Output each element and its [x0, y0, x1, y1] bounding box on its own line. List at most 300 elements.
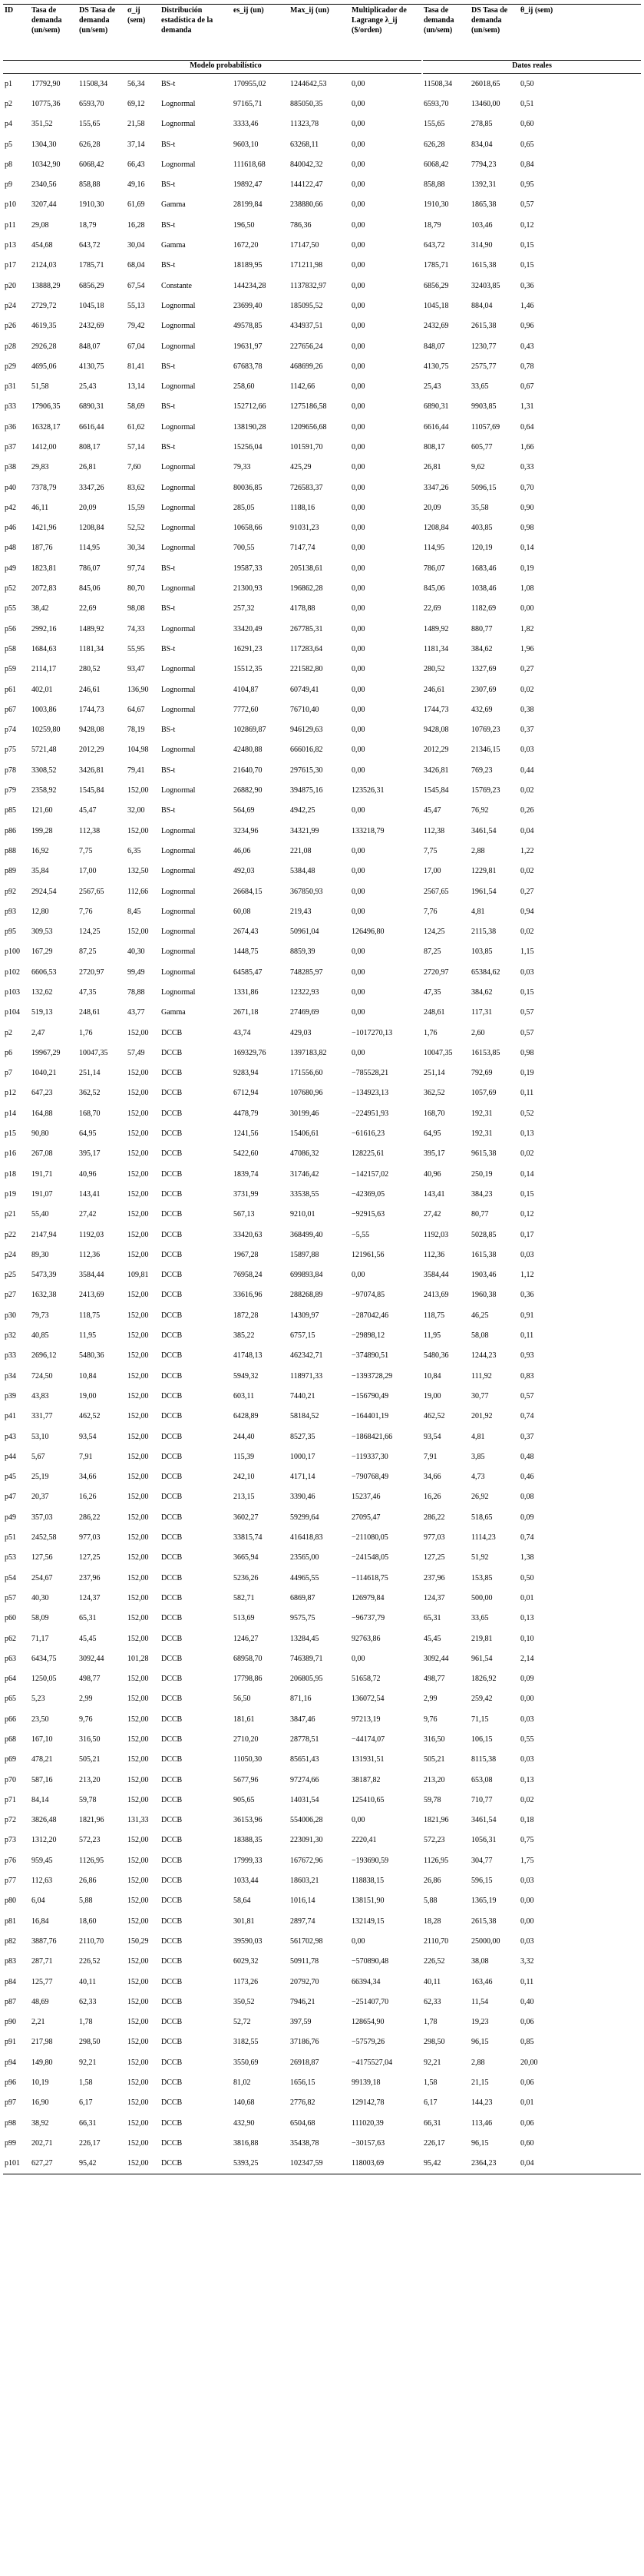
- table-cell: 2615,38: [471, 1916, 497, 1926]
- table-cell: 1448,75: [233, 947, 259, 957]
- table-cell: 4478,79: [233, 1109, 259, 1118]
- table-cell: 18,79: [424, 220, 441, 230]
- table-cell: 596,15: [471, 1877, 493, 1886]
- table-cell: 1208,84: [79, 524, 104, 533]
- table-cell: 107680,96: [290, 1089, 323, 1098]
- table-cell: 858,88: [79, 180, 101, 190]
- table-cell: 1016,14: [290, 1896, 315, 1906]
- table-cell: 0,00: [352, 180, 365, 190]
- table-cell: 880,77: [471, 624, 493, 633]
- table-cell: 0,15: [520, 988, 534, 997]
- table-cell: 0,00: [352, 442, 365, 451]
- table-cell: 37186,76: [290, 2038, 319, 2047]
- table-cell: 2,21: [31, 2018, 45, 2027]
- table-cell: 429,03: [290, 1028, 312, 1037]
- table-cell: p41: [5, 1412, 16, 1421]
- table-cell: 67,04: [127, 342, 145, 351]
- table-cell: 1744,73: [79, 705, 104, 714]
- table-cell: 3550,69: [233, 2058, 259, 2067]
- table-cell: 80,70: [127, 584, 145, 594]
- table-cell: 10342,90: [31, 160, 61, 169]
- table-cell: 316,50: [79, 1734, 101, 1744]
- table-row: [3, 982, 641, 1002]
- table-row: [3, 1810, 641, 1830]
- table-cell: 1412,00: [31, 442, 57, 451]
- table-cell: DCCB: [161, 1836, 183, 1845]
- table-cell: DCCB: [161, 1997, 183, 2006]
- table-cell: 7,75: [79, 846, 93, 855]
- table-cell: 0,00: [352, 967, 365, 977]
- table-cell: 21640,70: [233, 766, 263, 775]
- table-cell: 1684,63: [31, 644, 57, 653]
- table-cell: 90,80: [31, 1129, 49, 1139]
- table-cell: Constante: [161, 281, 192, 290]
- table-cell: 152,00: [127, 1230, 149, 1239]
- table-cell: p33: [5, 1351, 16, 1361]
- table-cell: 425,29: [290, 463, 312, 472]
- table-cell: 905,65: [233, 1795, 255, 1804]
- table-cell: p52: [5, 584, 16, 594]
- table-cell: 2124,03: [31, 261, 57, 270]
- table-cell: 152,00: [127, 2018, 149, 2027]
- table-cell: 5473,39: [31, 1271, 57, 1280]
- table-cell: 171556,60: [290, 1069, 323, 1078]
- table-cell: Lognormal: [161, 624, 196, 633]
- table-cell: 217,98: [31, 2038, 53, 2047]
- table-cell: 2413,69: [424, 1291, 449, 1300]
- table-row: [3, 1668, 641, 1688]
- table-cell: p28: [5, 342, 16, 351]
- table-cell: 152,00: [127, 1109, 149, 1118]
- table-cell: 3584,44: [424, 1271, 449, 1280]
- table-row: [3, 1285, 641, 1305]
- table-cell: 285,05: [233, 503, 255, 512]
- table-cell: p17: [5, 261, 16, 270]
- table-cell: 0,02: [520, 786, 534, 795]
- table-cell: 0,19: [520, 564, 534, 573]
- table-cell: 153,85: [471, 1573, 493, 1582]
- table-cell: p32: [5, 1331, 16, 1341]
- table-cell: 152,00: [127, 1997, 149, 2006]
- table-cell: 2720,97: [79, 967, 104, 977]
- table-cell: Lognormal: [161, 967, 196, 977]
- table-cell: 152,00: [127, 1513, 149, 1522]
- table-row: [3, 1305, 641, 1325]
- table-cell: 6712,94: [233, 1089, 259, 1098]
- table-cell: 28199,84: [233, 200, 263, 210]
- table-row: [3, 336, 641, 356]
- table-cell: 65,31: [79, 1614, 97, 1623]
- table-cell: 226,17: [424, 2138, 445, 2148]
- table-cell: 368499,40: [290, 1230, 323, 1239]
- table-cell: 3816,88: [233, 2138, 259, 2148]
- table-cell: 3092,44: [424, 1654, 449, 1663]
- table-cell: 9615,38: [471, 1149, 497, 1159]
- table-cell: 1872,28: [233, 1311, 259, 1320]
- table-cell: 18,79: [79, 220, 97, 230]
- table-cell: Lognormal: [161, 947, 196, 957]
- table-cell: 152,00: [127, 1593, 149, 1602]
- table-cell: 1,31: [520, 402, 534, 412]
- table-cell: 2897,74: [290, 1916, 315, 1926]
- table-cell: p14: [5, 1109, 16, 1118]
- table-cell: 118,75: [424, 1311, 445, 1320]
- table-cell: 567,13: [233, 1210, 255, 1219]
- table-cell: 152,00: [127, 1412, 149, 1421]
- table-cell: DCCB: [161, 1775, 183, 1784]
- table-cell: Lognormal: [161, 544, 196, 553]
- table-cell: 89,30: [31, 1250, 49, 1259]
- table-cell: 1250,05: [31, 1675, 57, 1684]
- table-cell: 2072,83: [31, 584, 57, 594]
- table-cell: 384,62: [471, 644, 493, 653]
- table-cell: 84,14: [31, 1795, 49, 1804]
- table-cell: 11508,34: [424, 79, 453, 88]
- table-cell: 40,11: [79, 1977, 97, 1986]
- table-cell: 834,04: [471, 140, 493, 149]
- table-cell: 0,00: [352, 1816, 365, 1825]
- table-cell: 0,26: [520, 806, 534, 815]
- table-cell: 2432,69: [79, 322, 104, 331]
- table-cell: 20,09: [424, 503, 441, 512]
- table-cell: 871,16: [290, 1695, 312, 1704]
- table-cell: 103,46: [471, 220, 493, 230]
- table-cell: 1785,71: [424, 261, 449, 270]
- table-cell: 5480,36: [424, 1351, 449, 1361]
- table-cell: 16,26: [79, 1493, 97, 1502]
- table-cell: 33,65: [471, 382, 489, 392]
- table-cell: 33420,49: [233, 624, 263, 633]
- table-cell: p49: [5, 1513, 16, 1522]
- table-cell: 498,77: [424, 1675, 445, 1684]
- table-cell: 66,43: [127, 160, 145, 169]
- table-cell: 0,00: [520, 604, 534, 613]
- table-cell: 462,52: [79, 1412, 101, 1421]
- table-cell: DCCB: [161, 1271, 183, 1280]
- table-cell: −29898,12: [352, 1331, 385, 1341]
- table-cell: 112,36: [79, 1250, 101, 1259]
- table-cell: 2,88: [471, 846, 485, 855]
- table-cell: 132149,15: [352, 1916, 385, 1926]
- table-cell: 1967,28: [233, 1250, 259, 1259]
- table-cell: 808,17: [79, 442, 101, 451]
- table-cell: 98,08: [127, 604, 145, 613]
- table-cell: 76710,40: [290, 705, 319, 714]
- table-cell: 109,81: [127, 1271, 149, 1280]
- table-cell: DCCB: [161, 1291, 183, 1300]
- table-cell: 50961,04: [290, 928, 319, 937]
- table-cell: DCCB: [161, 1311, 183, 1320]
- table-cell: 76958,24: [233, 1271, 263, 1280]
- table-row: [3, 578, 641, 598]
- table-cell: −61616,23: [352, 1129, 385, 1139]
- table-cell: 0,67: [520, 382, 534, 392]
- table-cell: DCCB: [161, 1109, 183, 1118]
- table-cell: 114,95: [424, 544, 445, 553]
- table-cell: 18603,21: [290, 1877, 319, 1886]
- table-cell: −1393728,29: [352, 1371, 393, 1381]
- table-cell: 0,40: [520, 1997, 534, 2006]
- table-cell: 518,65: [471, 1513, 493, 1522]
- table-cell: 167672,96: [290, 1856, 323, 1865]
- table-cell: p89: [5, 867, 16, 876]
- table-cell: p103: [5, 988, 20, 997]
- table-cell: 46,11: [31, 503, 49, 512]
- table-cell: p60: [5, 1614, 16, 1623]
- table-row: [3, 518, 641, 538]
- table-cell: −97074,85: [352, 1291, 385, 1300]
- table-cell: 6068,42: [79, 160, 104, 169]
- table-cell: 85651,43: [290, 1755, 319, 1764]
- table-row: [3, 74, 641, 94]
- table-cell: 152,00: [127, 1250, 149, 1259]
- table-row: [3, 619, 641, 639]
- table-cell: −211080,05: [352, 1533, 388, 1543]
- table-cell: 0,84: [520, 160, 534, 169]
- table-cell: 16,26: [424, 1493, 441, 1502]
- table-cell: 2567,65: [424, 887, 449, 896]
- table-cell: 0,00: [352, 564, 365, 573]
- table-cell: 6,17: [424, 2098, 438, 2108]
- table-cell: 40,11: [424, 1977, 441, 1986]
- table-cell: −114618,75: [352, 1573, 388, 1582]
- table-cell: 152,00: [127, 1371, 149, 1381]
- table-cell: 152,00: [127, 1291, 149, 1300]
- table-cell: 181,61: [233, 1715, 255, 1724]
- table-cell: 97165,71: [233, 99, 263, 108]
- table-cell: 1672,20: [233, 241, 259, 250]
- table-cell: 144234,28: [233, 281, 266, 290]
- group-model-probabilistic: Modelo probabilístico: [30, 61, 422, 74]
- table-cell: 152,00: [127, 1957, 149, 1966]
- table-row: [3, 1205, 641, 1225]
- table-cell: 0,00: [352, 584, 365, 594]
- table-cell: Lognormal: [161, 705, 196, 714]
- table-row: [3, 1184, 641, 1204]
- table-cell: 47086,32: [290, 1149, 319, 1159]
- table-cell: 152,00: [127, 1351, 149, 1361]
- table-cell: 199,28: [31, 826, 53, 835]
- table-row: [3, 680, 641, 699]
- table-cell: 298,50: [424, 2038, 445, 2047]
- table-cell: 9,76: [424, 1715, 438, 1724]
- table-cell: 10658,66: [233, 524, 263, 533]
- table-cell: DCCB: [161, 1856, 183, 1865]
- table-cell: 1229,81: [471, 867, 497, 876]
- table-cell: 248,61: [424, 1008, 445, 1017]
- table-cell: DCCB: [161, 1533, 183, 1543]
- table-cell: 97213,19: [352, 1715, 381, 1724]
- table-row: [3, 296, 641, 316]
- table-cell: 45,47: [79, 806, 97, 815]
- table-cell: 2615,38: [471, 322, 497, 331]
- table-cell: 7,91: [79, 1452, 93, 1461]
- table-cell: 251,14: [424, 1069, 445, 1078]
- table-cell: 7946,21: [290, 1997, 315, 2006]
- table-cell: 0,74: [520, 1533, 534, 1543]
- table-cell: 167,29: [31, 947, 53, 957]
- table-row: [3, 1911, 641, 1931]
- table-cell: −5,55: [352, 1230, 370, 1239]
- table-cell: −570890,48: [352, 1957, 389, 1966]
- table-cell: 15406,61: [290, 1129, 319, 1139]
- table-cell: 246,61: [424, 685, 445, 694]
- table-cell: 25,19: [31, 1473, 49, 1482]
- table-cell: 519,13: [31, 1008, 53, 1017]
- table-cell: 0,46: [520, 1473, 534, 1482]
- table-cell: 0,64: [520, 422, 534, 432]
- table-cell: 152,00: [127, 1977, 149, 1986]
- table-cell: Lognormal: [161, 786, 196, 795]
- table-cell: Lognormal: [161, 382, 196, 392]
- table-cell: 113,46: [471, 2118, 493, 2128]
- table-cell: p64: [5, 1675, 16, 1684]
- col-header: Tasa de demanda (un/sem): [422, 5, 470, 61]
- table-row: [3, 2093, 641, 2113]
- table-cell: Lognormal: [161, 120, 196, 129]
- table-cell: 432,69: [471, 705, 493, 714]
- table-cell: 138151,90: [352, 1896, 385, 1906]
- table-cell: p22: [5, 1230, 16, 1239]
- table-cell: 19,00: [424, 1391, 441, 1400]
- table-cell: 4695,06: [31, 362, 57, 371]
- table-cell: p73: [5, 1836, 16, 1845]
- table-cell: Lognormal: [161, 503, 196, 512]
- table-cell: DCCB: [161, 1452, 183, 1461]
- table-cell: 33,65: [471, 1614, 489, 1623]
- table-cell: 21300,93: [233, 584, 263, 594]
- table-cell: 0,03: [520, 1755, 534, 1764]
- table-cell: 152,00: [127, 786, 149, 795]
- table-cell: 22,69: [79, 604, 97, 613]
- table-cell: 0,08: [520, 1493, 534, 1502]
- table-cell: 297615,30: [290, 766, 323, 775]
- table-cell: 11508,34: [79, 79, 108, 88]
- table-cell: 44965,55: [290, 1573, 319, 1582]
- table-cell: 0,03: [520, 1936, 534, 1946]
- table-cell: 513,69: [233, 1614, 255, 1623]
- table-cell: 12322,93: [290, 988, 319, 997]
- table-cell: 3602,27: [233, 1513, 259, 1522]
- table-cell: 384,23: [471, 1189, 493, 1199]
- table-cell: 83,62: [127, 483, 145, 492]
- table-cell: 4130,75: [424, 362, 449, 371]
- table-cell: 124,37: [79, 1593, 101, 1602]
- table-cell: 17147,50: [290, 241, 319, 250]
- table-cell: 69,12: [127, 99, 145, 108]
- table-cell: 0,70: [520, 483, 534, 492]
- table-cell: 60,08: [233, 907, 251, 916]
- table-cell: p20: [5, 281, 16, 290]
- table-cell: 152712,66: [233, 402, 266, 412]
- table-cell: 66,31: [424, 2118, 441, 2128]
- table-cell: DCCB: [161, 1816, 183, 1825]
- table-cell: 626,28: [424, 140, 445, 149]
- table-cell: 4104,87: [233, 685, 259, 694]
- table-row: [3, 2032, 641, 2052]
- table-cell: 1056,31: [471, 1836, 497, 1845]
- table-row: [3, 1063, 641, 1083]
- table-cell: DCCB: [160, 2154, 232, 2174]
- table-cell: 59299,64: [290, 1513, 319, 1522]
- table-cell: 152,00: [127, 1391, 149, 1400]
- table-cell: 1,78: [79, 2018, 93, 2027]
- table-cell: 10769,23: [471, 726, 500, 735]
- table-cell: 20,37: [31, 1493, 49, 1502]
- table-cell: 58,08: [471, 1331, 489, 1341]
- table-cell: p80: [5, 1896, 16, 1906]
- table-cell: 124,25: [79, 928, 101, 937]
- table-cell: 237,96: [424, 1573, 445, 1582]
- table-cell: BS-t: [161, 726, 176, 735]
- table-row: [3, 1729, 641, 1749]
- table-row: [3, 397, 641, 417]
- table-cell: DCCB: [161, 1432, 183, 1441]
- table-cell: p34: [5, 1371, 16, 1381]
- table-cell: 1365,19: [471, 1896, 497, 1906]
- table-cell: 1,76: [79, 1028, 93, 1037]
- table-cell: 25,43: [79, 382, 97, 392]
- table-cell: 25,43: [424, 382, 441, 392]
- table-cell: 33815,74: [233, 1533, 263, 1543]
- table-cell: p10: [5, 200, 16, 210]
- table-cell: 50911,78: [290, 1957, 319, 1966]
- table-cell: 0,14: [520, 1169, 534, 1179]
- table-cell: 5028,85: [471, 1230, 497, 1239]
- table-cell: Lognormal: [161, 685, 196, 694]
- table-cell: p75: [5, 746, 16, 755]
- table-cell: DCCB: [161, 1371, 183, 1381]
- table-cell: 1275186,58: [290, 402, 327, 412]
- table-cell: p87: [5, 1997, 16, 2006]
- table-cell: 26684,15: [233, 887, 263, 896]
- table-cell: 121,60: [31, 806, 53, 815]
- table-cell: 10,19: [31, 2078, 49, 2088]
- table-cell: 131,33: [127, 1816, 149, 1825]
- table-cell: 1615,38: [471, 261, 497, 270]
- table-cell: 1126,95: [424, 1856, 449, 1865]
- table-cell: 0,00: [352, 402, 365, 412]
- table-cell: 59,78: [424, 1795, 441, 1804]
- table-cell: 710,77: [471, 1795, 493, 1804]
- table-cell: 0,00: [352, 200, 365, 210]
- table-cell: 26018,65: [471, 79, 500, 88]
- table-cell: −241548,05: [352, 1553, 389, 1562]
- table-cell: 10047,35: [79, 1048, 108, 1057]
- table-cell: −142157,02: [352, 1169, 389, 1179]
- table-cell: 26,81: [424, 463, 441, 472]
- table-cell: 46,06: [233, 846, 251, 855]
- table-cell: 38,92: [31, 2118, 49, 2128]
- table-cell: 152,00: [127, 1877, 149, 1886]
- table-cell: 2307,69: [471, 685, 497, 694]
- table-cell: p27: [5, 1291, 16, 1300]
- table-cell: 62,33: [79, 1997, 97, 2006]
- table-row: [3, 154, 641, 174]
- table-cell: 40,96: [79, 1169, 97, 1179]
- table-cell: Lognormal: [161, 887, 196, 896]
- table-cell: −287042,46: [352, 1311, 389, 1320]
- table-cell: 63268,11: [290, 140, 319, 149]
- blank-cell: [3, 61, 30, 74]
- table-cell: 167,10: [31, 1734, 53, 1744]
- table-cell: 1045,18: [424, 301, 449, 310]
- table-cell: −134923,13: [352, 1089, 389, 1098]
- table-cell: 384,62: [471, 988, 493, 997]
- table-cell: 226,52: [424, 1957, 445, 1966]
- table-cell: p4: [5, 120, 12, 129]
- table-cell: 402,01: [31, 685, 53, 694]
